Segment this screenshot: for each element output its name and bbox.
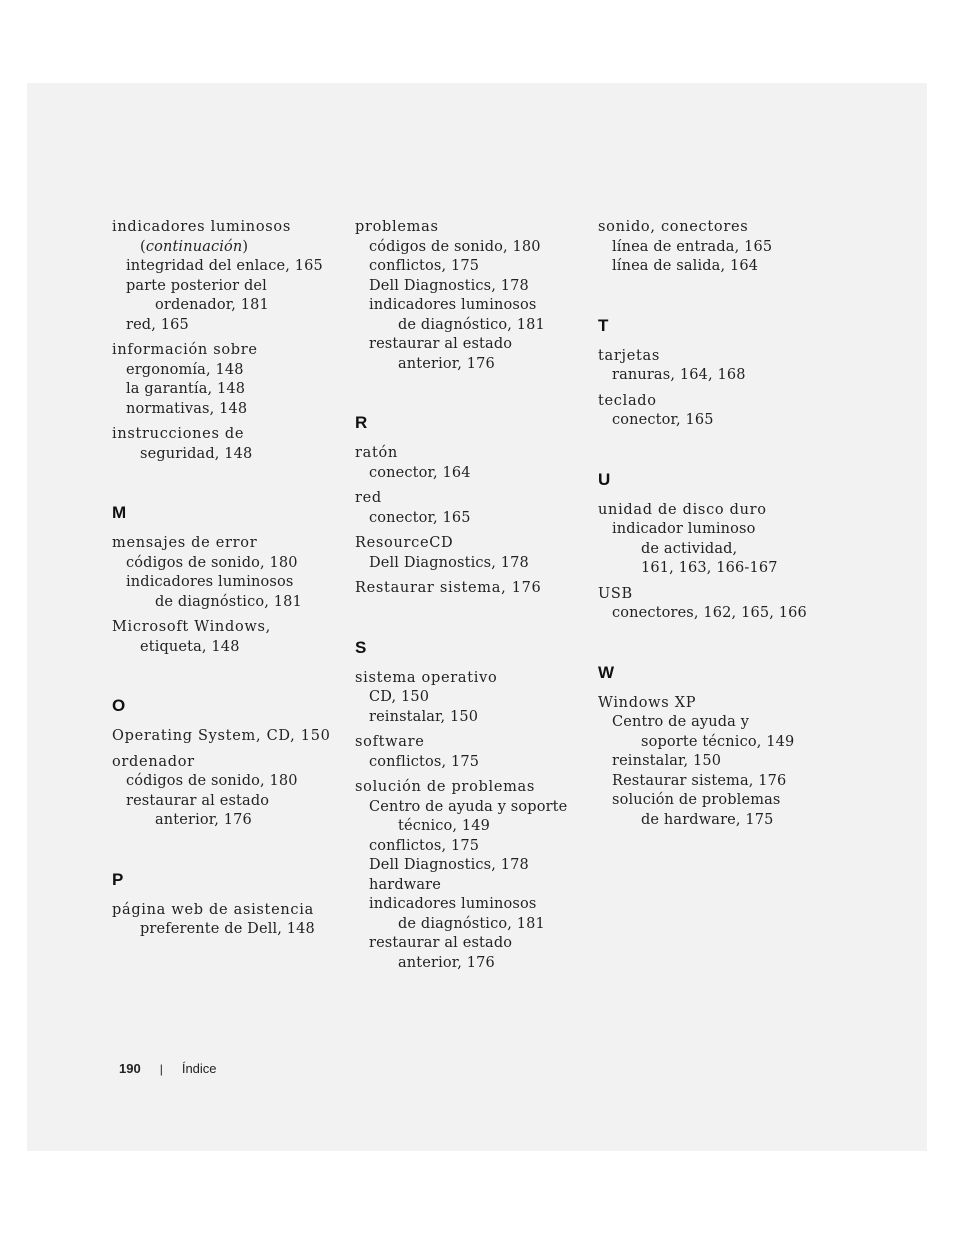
index-entry [355,579,590,599]
index-subterm: de hardware, 175 [641,811,774,828]
index-term: tarjetas [598,347,660,364]
index-subterm: Dell Diagnostics, 178 [369,277,529,294]
index-subterm: de diagnóstico, 181 [398,915,545,932]
index-subterm: restaurar al estado [369,336,513,352]
index-subterm: anterior, 176 [155,812,252,828]
index-subterm: códigos de sonido, 180 [126,773,298,789]
index-letter-heading: T [598,315,609,335]
index-subterm: soporte técnico, 149 [641,733,795,750]
page-number: 190 [119,1061,141,1076]
index-entry [112,727,347,747]
index-term: indicadores luminosos [112,219,291,235]
index-letter-heading: S [355,637,367,657]
index-letter-heading: O [112,696,126,715]
index-entry [112,753,347,831]
index-term: unidad de disco duro [598,501,767,518]
index-column-1 [112,218,347,946]
index-entry [112,425,347,464]
index-subterm: ranuras, 164, 168 [612,367,746,383]
index-letter-heading: U [598,469,611,489]
index-term: mensajes de error [112,535,258,551]
index-subterm: anterior, 176 [398,954,495,971]
footer-separator: | [159,1061,163,1076]
index-subterm: hardware [369,876,441,893]
index-term: ordenador [112,753,195,770]
index-entry [355,669,590,728]
index-letter-heading: M [112,503,127,522]
index-subterm: indicadores luminosos [369,297,537,313]
index-subterm: 161, 163, 166-167 [641,560,778,576]
index-subterm: conector, 164 [369,464,471,481]
index-subterm: técnico, 149 [398,818,491,834]
index-subterm: códigos de sonido, 180 [369,238,541,255]
index-term: red [355,490,382,506]
index-term: ResourceCD [355,535,454,551]
index-term: Windows XP [598,694,697,711]
index-term: teclado [598,392,657,409]
index-subterm: línea de entrada, 165 [612,238,773,255]
index-term: ratón [355,445,398,461]
index-entry [598,694,833,831]
index-subterm: Centro de ayuda y [612,714,750,730]
index-subterm: Restaurar sistema, 176 [612,772,787,789]
index-entry [355,778,590,973]
footer-section-title: Índice [181,1061,217,1076]
index-term: instrucciones de [112,426,245,442]
index-term: problemas [355,219,439,235]
index-subterm: indicador luminoso [612,521,756,537]
index-entry [598,218,833,277]
index-subterm: códigos de sonido, 180 [126,554,298,571]
index-subterm: etiqueta, 148 [140,638,240,655]
index-term: sistema operativo [355,669,498,686]
index-subterm: ordenador, 181 [155,297,269,313]
index-subterm: reinstalar, 150 [369,708,479,725]
index-letter-heading: P [112,869,124,889]
index-subterm: conflictos, 175 [369,258,480,274]
index-entry [112,901,347,940]
index-subterm: restaurar al estado [369,935,513,951]
index-term: sonido, conectores [598,219,749,235]
index-subterm: conflictos, 175 [369,753,480,770]
index-entry [355,733,590,772]
index-subterm: seguridad, 148 [140,445,253,462]
index-subterm: la garantía, 148 [126,381,246,397]
index-entry [598,347,833,386]
index-column-2 [355,218,590,979]
index-entry [112,341,347,419]
index-subterm: de actividad, [641,540,738,557]
index-letter-heading: R [355,413,368,432]
index-subterm: de diagnóstico, 181 [398,316,545,333]
index-entry [598,501,833,579]
index-entry [112,618,347,657]
index-entry [355,534,590,573]
index-term: Restaurar sistema, 176 [355,580,542,596]
index-term: página web de asistencia [112,901,314,918]
index-entry [355,218,590,374]
index-subterm: CD, 150 [369,689,430,705]
index-letter-heading: W [598,662,615,682]
index-term: solución de problemas [355,779,536,795]
index-subterm: ergonomía, 148 [126,361,244,378]
page-footer [119,1061,217,1076]
index-entry [355,444,590,483]
index-column-3 [598,218,833,836]
index-subterm: restaurar al estado [126,792,270,809]
index-term: información sobre [112,342,258,358]
index-subterm: Dell Diagnostics, 178 [369,554,529,571]
index-subterm: reinstalar, 150 [612,753,722,769]
index-subterm: indicadores luminosos [369,896,537,912]
index-subterm: conector, 165 [369,509,471,526]
index-entry [112,534,347,612]
index-term: software [355,734,425,750]
index-subterm: Centro de ayuda y soporte [369,798,568,815]
index-subterm: normativas, 148 [126,400,248,417]
index-term: USB [598,585,633,602]
index-entry [112,218,347,335]
index-subterm: (continuación) [140,238,249,255]
index-subterm: indicadores luminosos [126,574,294,590]
index-entry [598,585,833,624]
index-subterm: red, 165 [126,316,189,333]
index-subterm: conectores, 162, 165, 166 [612,605,807,621]
index-subterm: anterior, 176 [398,355,495,372]
index-subterm: preferente de Dell, 148 [140,921,315,937]
index-term: Microsoft Windows, [112,619,271,635]
index-term: Operating System, CD, 150 [112,728,331,744]
index-subterm: solución de problemas [612,792,781,808]
index-subterm: de diagnóstico, 181 [155,593,302,610]
index-subterm: línea de salida, 164 [612,258,759,274]
index-subterm: parte posterior del [126,277,267,294]
index-entry [355,489,590,528]
index-entry [598,392,833,431]
index-subterm: conector, 165 [612,412,714,428]
index-subterm: integridad del enlace, 165 [126,258,323,274]
index-subterm: Dell Diagnostics, 178 [369,857,529,873]
index-subterm: conflictos, 175 [369,837,480,854]
